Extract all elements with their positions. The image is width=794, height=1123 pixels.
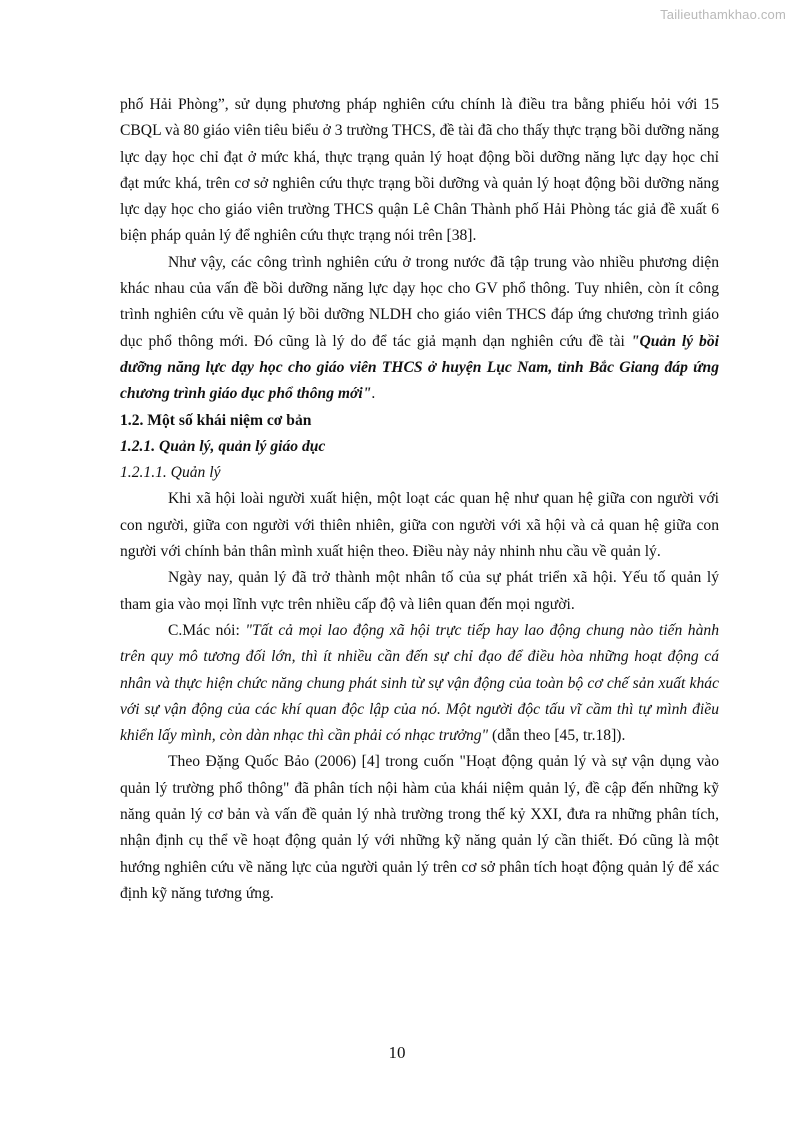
paragraph-management-factor: Ngày nay, quản lý đã trở thành một nhân tố của sự phát triển xã hội. Yếu tố quản lý tham gia vào mọi lĩnh vực trên nhiều cấp độ và liên quan đến mọi người. <box>120 569 719 613</box>
paragraph-social-relations: Khi xã hội loài người xuất hiện, một loạt các quan hệ như quan hệ giữa con người với con người, giữa con người với thiên nhiên, giữa con người với xã hội và cả quan hệ giữa con người với chính bản thân mình xuất hiện theo. Điều này nảy nhinh nhu cầu về quản lý. <box>120 490 719 561</box>
paragraph-summary-end: . <box>371 385 376 403</box>
section-heading-1-2: 1.2. Một số khái niệm cơ bản <box>120 411 312 429</box>
quote-intro: C.Mác nói: <box>168 621 246 639</box>
document-body <box>120 92 719 907</box>
thesis-title: "Quản lý bồi dưỡng năng lực dạy học cho giáo viên THCS ở huyện Lục Nam, tỉnh Bắc Giang đáp ứng chương trình giáo dục phổ thông mới" <box>120 332 719 403</box>
paragraph-continuation: phố Hải Phòng”, sử dụng phương pháp nghiên cứu chính là điều tra bằng phiếu hỏi với 15 CBQL và 80 giáo viên tiêu biểu ở 3 trường THCS, đề tài đã cho thấy thực trạng bồi dưỡng năng lực dạy học chỉ đạt ở mức khá, thực trạng quản lý hoạt động bồi dưỡng năng lực dạy học chỉ đạt mức khá, trên cơ sở nghiên cứu thực trạng bồi dưỡng và quản lý hoạt động bồi dưỡng năng lực dạy học cho giáo viên trường THCS quận Lê Chân Thành phố Hải Phòng tác giả đề xuất 6 biện pháp quản lý để nghiên cứu thực trạng nói trên [38]. <box>120 96 719 245</box>
paragraph-summary <box>120 250 719 408</box>
watermark: Tailieuthamkhao.com <box>660 7 786 22</box>
marx-quote: "Tất cả mọi lao động xã hội trực tiếp hay lao động chung nào tiến hành trên quy mô tương đối lớn, thì ít nhiều cần đến sự chỉ đạo để điều hòa những hoạt động cá nhân và thực hiện chức năng chung phát sinh từ sự vận động của toàn bộ cơ chế sản xuất khác với sự vận động của các khí quan độc lập của nó. Một người độc tấu vĩ cầm thì tự mình điều khiển lấy mình, còn dàn nhạc thì cần phải có nhạc trưởng" <box>120 621 719 745</box>
section-heading-1-2-1: 1.2.1. Quản lý, quản lý giáo dục <box>120 437 326 455</box>
paragraph-marx-quote <box>120 618 719 749</box>
quote-citation: (dẫn theo [45, tr.18]). <box>488 727 626 745</box>
paragraph-dang-quoc-bao: Theo Đặng Quốc Bảo (2006) [4] trong cuốn "Hoạt động quản lý và sự vận dụng vào quản lý trường phổ thông" đã phân tích nội hàm của khái niệm quản lý, đề cập đến những kỹ năng quản lý cơ bản và vấn đề quản lý nhà trường trong thế kỷ XXI, đưa ra những phân tích, nhận định cụ thể về hoạt động quản lý với những kỹ năng quản lý cần thiết. Đó cũng là một hướng nghiên cứu về năng lực của người quản lý trên cơ sở phân tích hoạt động quản lý để xác định kỹ năng tương ứng. <box>120 753 719 902</box>
paragraph-summary-text: Như vậy, các công trình nghiên cứu ở trong nước đã tập trung vào nhiều phương diện khác nhau của vấn đề bồi dưỡng năng lực dạy học cho GV phổ thông. Tuy nhiên, còn ít công trình nghiên cứu về quản lý bồi dưỡng NLDH cho giáo viên THCS đáp ứng chương trình giáo dục phổ thông mới. Đó cũng là lý do để tác giả mạnh dạn nghiên cứu đề tài <box>120 253 719 350</box>
page-number: 10 <box>388 1043 406 1062</box>
section-heading-1-2-1-1: 1.2.1.1. Quản lý <box>120 464 221 482</box>
